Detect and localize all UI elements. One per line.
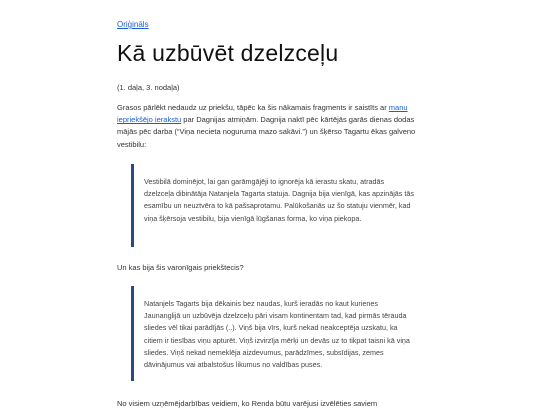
intro-paragraph [117,102,422,151]
question-paragraph: Un kas bija šis varonīgais priekštecis? [117,263,244,272]
page-title: Kā uzbūvēt dzelzceļu [117,40,339,66]
intro-text-before: Grasos pārlēkt nedaudz uz priekšu, tāpēc ka šis nākamais fragments ir saistīts ar [117,103,389,112]
blockquote-statue: Vestibilā dominējot, lai gan garāmgājēji to ignorēja kā ierastu skatu, atradās dzelzceļa dibinātāja Natanjela Tagarta statuja. Dagnija bija vienīgā, kas apzinājās tās esamību un neuztvēra to kā pašsaprotamu. Palūkošanās uz šo statuju vienmēr, kad viņa šķērsoja vestibilu, bija vienīgā lūgšanas forma, ko viņa piekopa. [131,164,415,247]
blockquote-nathaniel: Natanjels Tagarts bija dēkainis bez naudas, kurš ieradās no kaut kurienes Jaunanglijā un uzbūvēja dzelzceļu pāri visam kontinentam tad, kad pirmās tērauda sliedes vēl tikai parādījās (..). Viņš bija vīrs, kurš nekad neakceptēja uzskatu, ka citiem ir tiesības viņu apturēt. Viņš izvirzīja mērķi un devās uz to tikpat taisni kā viņa sliedes. Viņš nekad nemeklēja aizdevumus, parādzīmes, subsīdijas, zemes dāvinājumus vai atbalstošus likumus no valdības puses. [131,286,415,381]
part-chapter-label: (1. daļa, 3. nodaļa) [117,83,180,92]
original-link[interactable]: Oriģināls [117,20,149,29]
closing-paragraph: No visiem uzņēmējdarbības veidiem, ko Renda būtu varējusi izvēlēties saviem [117,399,378,408]
previous-post-link[interactable]: manu iepriekšējo ierakstu [117,103,408,125]
intro-text-after: par Dagnijas atmiņām. Dagnija naktī pēc kārtējās garās dienas dodas mājās pēc darba (“Viņa necieta noguruma mazo sakāvi.”) un šķērso Tagartu ēkas galveno vestibilu: [117,115,416,149]
